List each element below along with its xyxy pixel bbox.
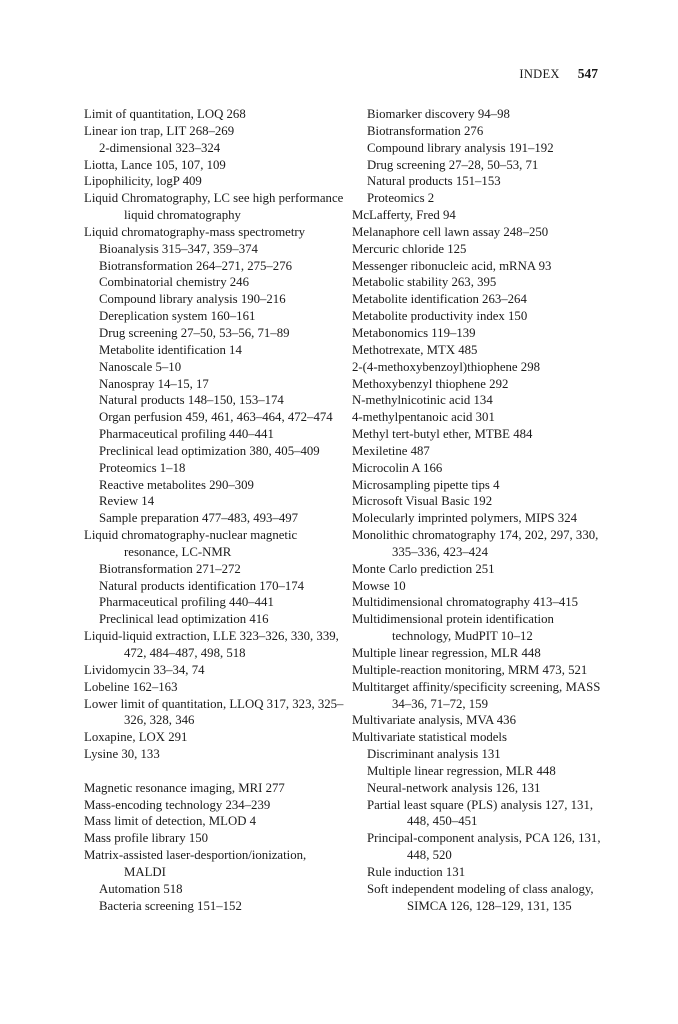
index-entry: Mass profile library 150 bbox=[84, 831, 209, 846]
index-entry: Multiple-reaction monitoring, MRM 473, 521 bbox=[352, 662, 588, 677]
index-entry: Metabolite identification 263–264 bbox=[352, 292, 527, 307]
index-subentry: Biotransformation 271–272 bbox=[99, 561, 241, 576]
index-entry: Methoxybenzyl thiophene 292 bbox=[352, 376, 509, 391]
index-subentry: Proteomics 1–18 bbox=[99, 460, 186, 475]
index-entry: Lipophilicity, logP 409 bbox=[84, 174, 202, 189]
page-number: 547 bbox=[577, 66, 598, 81]
index-subentry: Natural products 151–153 bbox=[367, 174, 501, 189]
index-entry: Mass limit of detection, MLOD 4 bbox=[84, 814, 257, 829]
index-entry: Mercuric chloride 125 bbox=[352, 241, 467, 256]
index-entry: Lobeline 162–163 bbox=[84, 679, 178, 694]
index-subentry: Drug screening 27–50, 53–56, 71–89 bbox=[99, 325, 290, 340]
index-entry: Methotrexate, MTX 485 bbox=[352, 342, 478, 357]
index-entry: Mowse 10 bbox=[352, 578, 406, 593]
index-entry: N-methylnicotinic acid 134 bbox=[352, 393, 493, 408]
index-subentry: Nanospray 14–15, 17 bbox=[99, 376, 209, 391]
index-entry: Metabonomics 119–139 bbox=[352, 325, 476, 340]
index-entry: Microcolin A 166 bbox=[352, 460, 443, 475]
index-subentry: Metabolite identification 14 bbox=[99, 342, 242, 357]
section-gap bbox=[84, 763, 346, 780]
index-entry: Multivariate statistical models bbox=[352, 730, 507, 745]
index-entry: Molecularly imprinted polymers, MIPS 324 bbox=[352, 511, 577, 526]
index-entry: Multivariate analysis, MVA 436 bbox=[352, 713, 516, 728]
index-subentry: Organ perfusion 459, 461, 463–464, 472–474 bbox=[99, 410, 333, 425]
index-entry: Lower limit of quantitation, LLOQ 317, 323, 325–326, 328, 346 bbox=[84, 696, 344, 728]
index-subentry: Neural-network analysis 126, 131 bbox=[367, 780, 541, 795]
index-entry: Metabolite productivity index 150 bbox=[352, 309, 528, 324]
index-subentry: Combinatorial chemistry 246 bbox=[99, 275, 249, 290]
index-column-left bbox=[84, 106, 346, 915]
index-entry: Liquid chromatography-mass spectrometry bbox=[84, 224, 306, 239]
index-entry: Limit of quantitation, LOQ 268 bbox=[84, 107, 246, 121]
index-subentry: Review 14 bbox=[99, 494, 155, 509]
index-entry: Metabolic stability 263, 395 bbox=[352, 275, 497, 290]
index-entry: Methyl tert-butyl ether, MTBE 484 bbox=[352, 427, 533, 442]
index-subentry: Drug screening 27–28, 50–53, 71 bbox=[367, 157, 539, 172]
index-entry: Matrix-assisted laser-desportion/ionization, MALDI bbox=[84, 848, 307, 879]
index-subentry: Bacteria screening 151–152 bbox=[99, 898, 242, 913]
index-entry: Multidimensional protein identification technology, MudPIT 10–12 bbox=[352, 612, 554, 644]
index-entry: Loxapine, LOX 291 bbox=[84, 730, 188, 745]
index-entry: Linear ion trap, LIT 268–269 bbox=[84, 123, 235, 138]
index-entry: Magnetic resonance imaging, MRI 277 bbox=[84, 780, 285, 795]
index-subentry: Pharmaceutical profiling 440–441 bbox=[99, 427, 274, 442]
index-entry: Multiple linear regression, MLR 448 bbox=[352, 646, 541, 660]
index-entry: 2-(4-methoxybenzoyl)thiophene 298 bbox=[352, 359, 540, 374]
index-subentry: Rule induction 131 bbox=[367, 864, 466, 879]
index-subentry: Partial least square (PLS) analysis 127, 131, 448, 450–451 bbox=[367, 797, 594, 829]
index-subentry: Sample preparation 477–483, 493–497 bbox=[99, 511, 299, 526]
index-entry: Microsampling pipette tips 4 bbox=[352, 477, 500, 492]
running-header bbox=[519, 66, 598, 82]
index-subentry: Biotransformation 276 bbox=[367, 123, 484, 138]
index-entry: Lysine 30, 133 bbox=[84, 747, 160, 762]
index-entry: Multidimensional chromatography 413–415 bbox=[352, 595, 579, 610]
index-entry: Microsoft Visual Basic 192 bbox=[352, 494, 493, 509]
index-entry: McLafferty, Fred 94 bbox=[352, 208, 456, 223]
index-subentry: Reactive metabolites 290–309 bbox=[99, 477, 254, 492]
index-subentry: Soft independent modeling of class analogy, SIMCA 126, 128–129, 131, 135 bbox=[367, 881, 594, 913]
index-subentry: Preclinical lead optimization 380, 405–409 bbox=[99, 443, 320, 458]
index-subentry: Biomarker discovery 94–98 bbox=[367, 107, 510, 121]
index-subentry: Nanoscale 5–10 bbox=[99, 359, 182, 374]
index-subentry: Natural products 148–150, 153–174 bbox=[99, 393, 284, 408]
index-subentry: Biotransformation 264–271, 275–276 bbox=[99, 258, 293, 273]
index-subentry: 2-dimensional 323–324 bbox=[99, 140, 221, 155]
index-entry: Monolithic chromatography 174, 202, 297, 330, 335–336, 423–424 bbox=[352, 528, 599, 559]
index-entry: Monte Carlo prediction 251 bbox=[352, 561, 495, 576]
index-subentry: Compound library analysis 190–216 bbox=[99, 292, 286, 307]
index-entry: Messenger ribonucleic acid, mRNA 93 bbox=[352, 258, 552, 273]
header-title: INDEX bbox=[519, 67, 560, 81]
index-subentry: Natural products identification 170–174 bbox=[99, 578, 305, 593]
index-entry: Liquid-liquid extraction, LLE 323–326, 330, 339, 472, 484–487, 498, 518 bbox=[84, 629, 339, 660]
index-entry: Liquid chromatography-nuclear magnetic resonance, LC-NMR bbox=[84, 528, 298, 559]
index-entry: Melanaphore cell lawn assay 248–250 bbox=[352, 224, 549, 239]
index-subentry: Discriminant analysis 131 bbox=[367, 747, 501, 762]
index-entry: Mexiletine 487 bbox=[352, 443, 430, 458]
index-entry: 4-methylpentanoic acid 301 bbox=[352, 410, 495, 425]
index-entry: Mass-encoding technology 234–239 bbox=[84, 797, 271, 812]
index-entry: Liotta, Lance 105, 107, 109 bbox=[84, 157, 226, 172]
index-subentry: Preclinical lead optimization 416 bbox=[99, 612, 269, 627]
index-subentry: Pharmaceutical profiling 440–441 bbox=[99, 595, 274, 610]
index-entry: Multitarget affinity/specificity screening, MASS 34–36, 71–72, 159 bbox=[352, 679, 601, 711]
index-subentry: Principal-component analysis, PCA 126, 131, 448, 520 bbox=[367, 831, 601, 863]
index-column-right bbox=[352, 106, 614, 915]
index-subentry: Automation 518 bbox=[99, 881, 183, 896]
index-subentry: Proteomics 2 bbox=[367, 191, 435, 206]
index-entry: Liquid Chromatography, LC see high performance liquid chromatography bbox=[84, 191, 344, 223]
index-subentry: Compound library analysis 191–192 bbox=[367, 140, 554, 155]
index-entry: Lividomycin 33–34, 74 bbox=[84, 662, 205, 677]
index-subentry: Dereplication system 160–161 bbox=[99, 309, 256, 324]
index-subentry: Multiple linear regression, MLR 448 bbox=[367, 763, 556, 778]
index-subentry: Bioanalysis 315–347, 359–374 bbox=[99, 241, 258, 256]
